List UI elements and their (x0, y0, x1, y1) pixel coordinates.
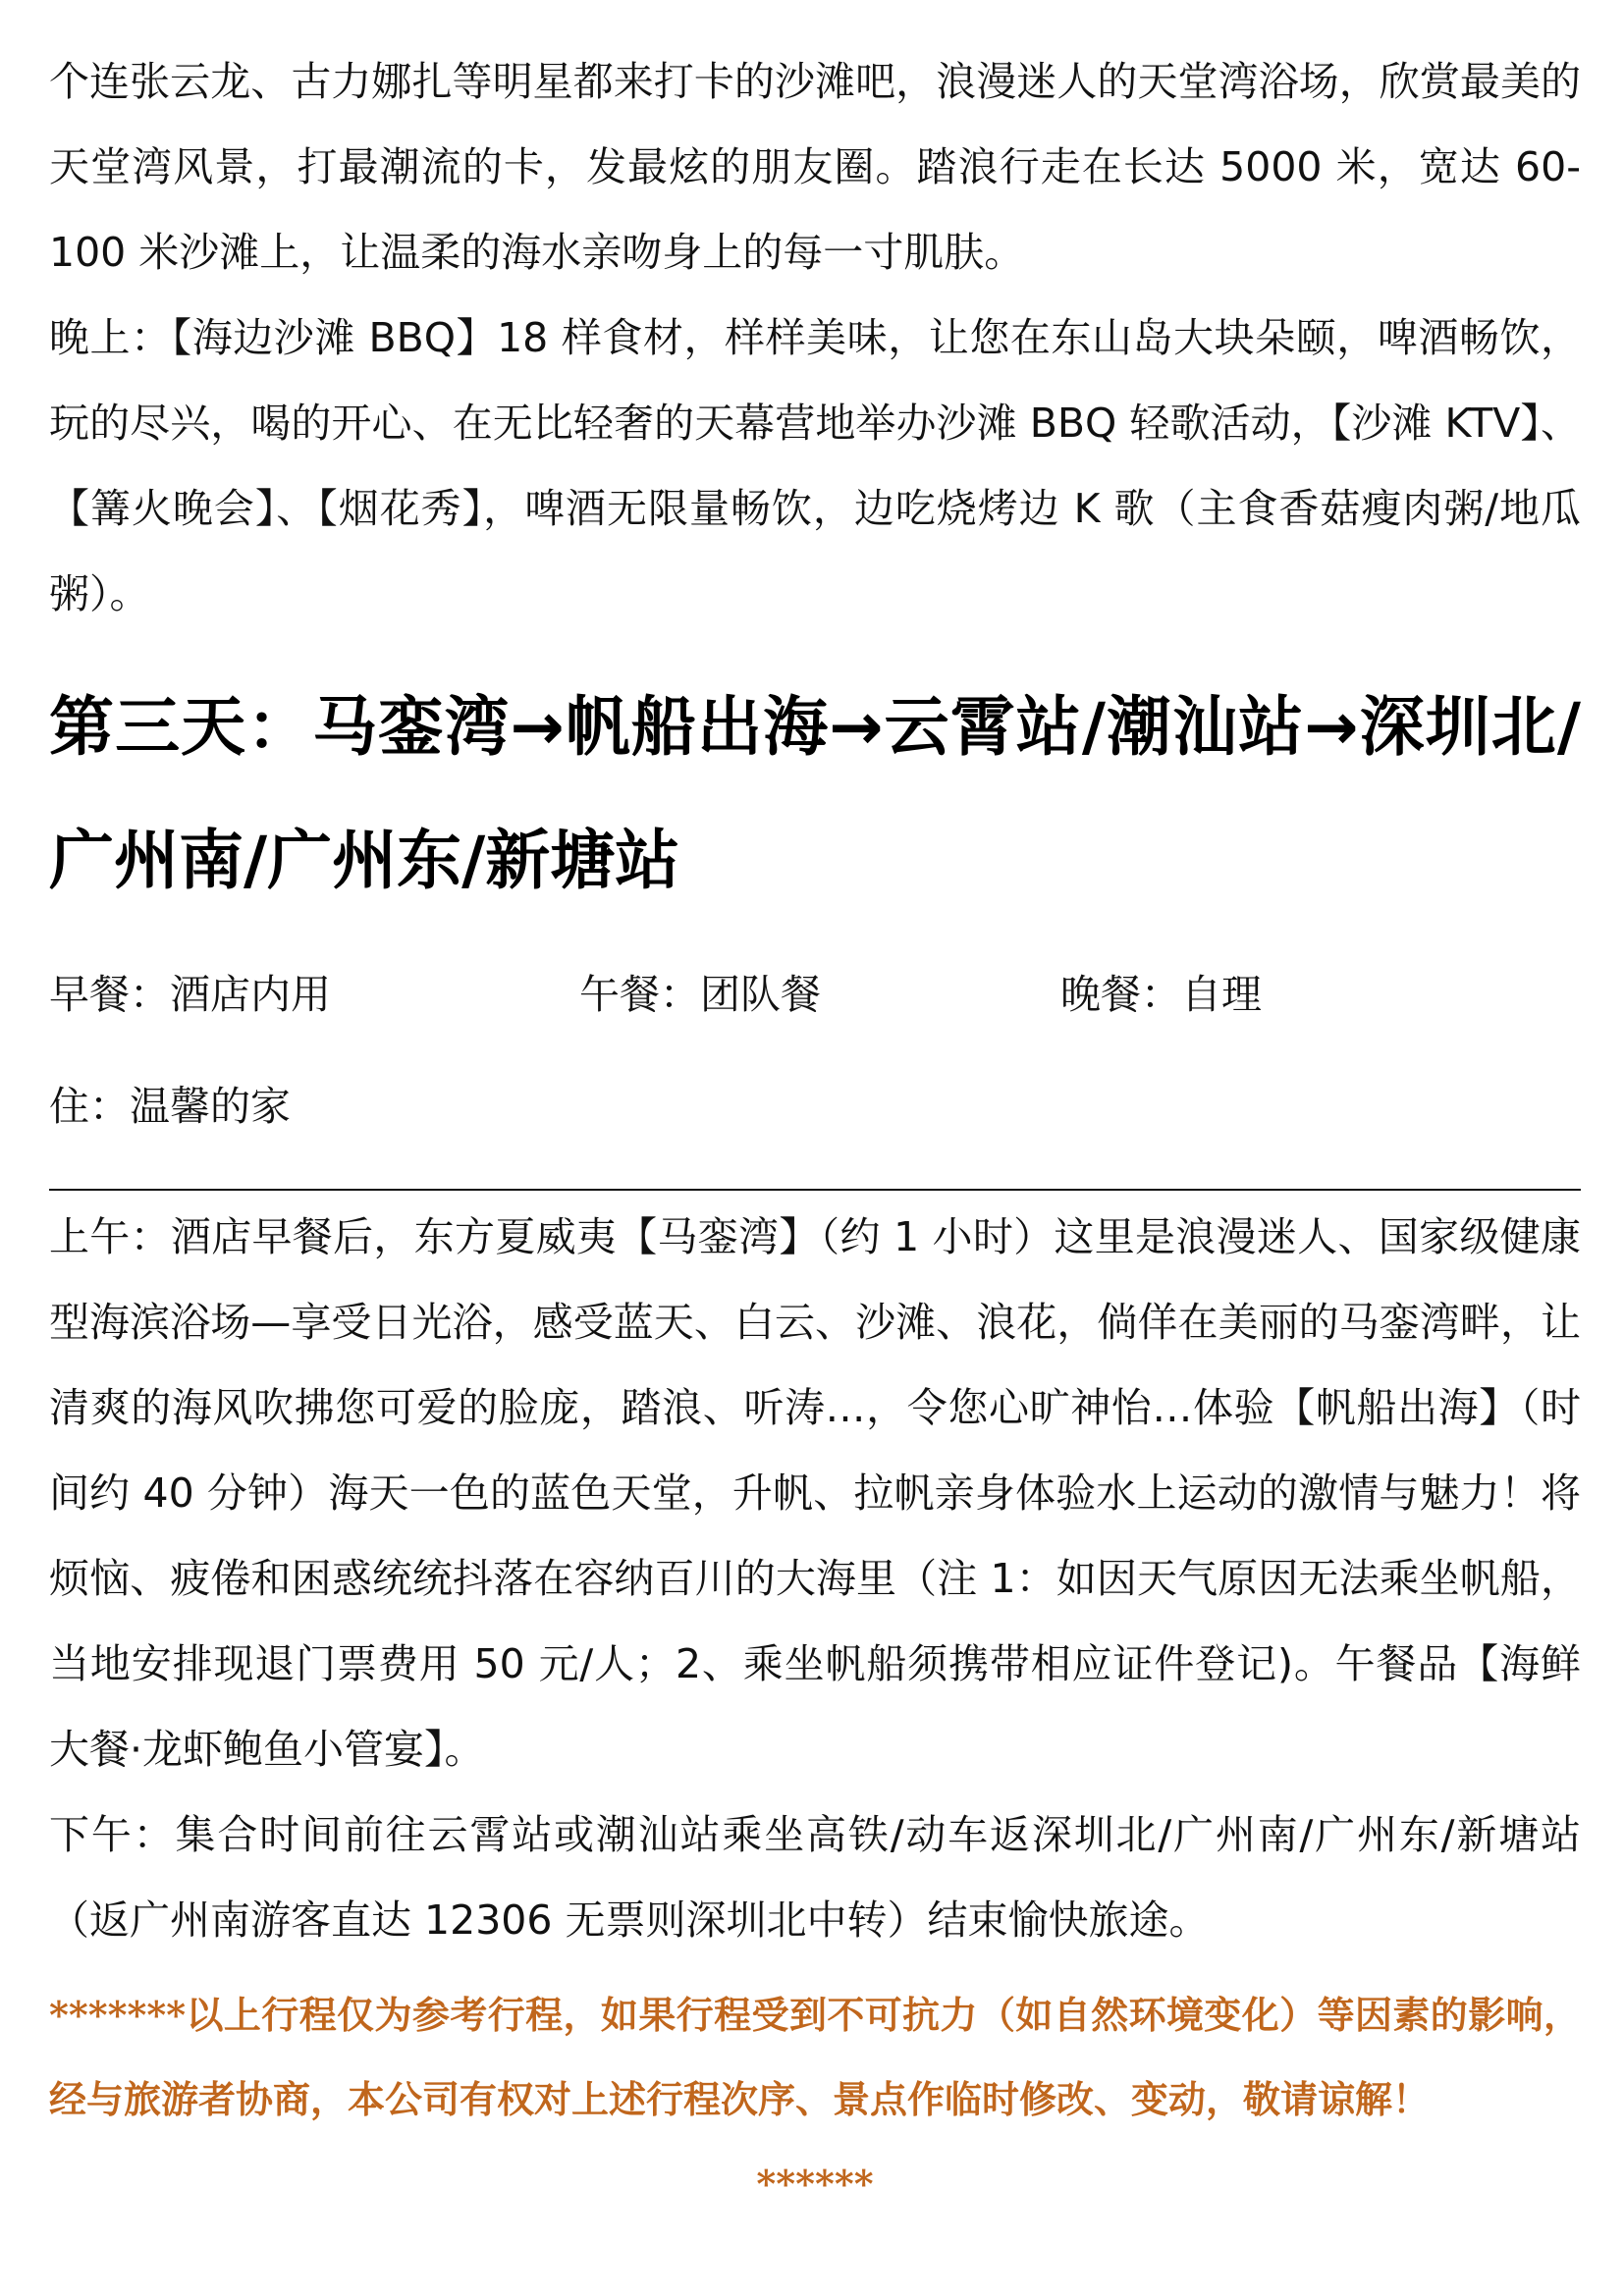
meals-row (49, 965, 1581, 1024)
intro-paragraph-evening: 晚上：【海边沙滩 BBQ】18 样食材，样样美味，让您在东山岛大块朵颐，啤酒畅饮，玩的尽兴，喝的开心、在无比轻奢的天幕营地举办沙滩 BBQ 轻歌活动，【沙滩 KTV】、【篝火晚会】、【烟花秀】，啤酒无限量畅饮，边吃烧烤边 K 歌（主食香菇瘦肉粥/地瓜粥）。 (49, 314, 1581, 617)
day3-title: 第三天：马銮湾→帆船出海→云霄站/潮汕站→深圳北/广州南/广州东/新塘站 (49, 689, 1581, 898)
document-page (49, 39, 1581, 2226)
day3-afternoon-paragraph: 下午：集合时间前往云霄站或潮汕站乘坐高铁/动车返深圳北/广州南/广州东/新塘站（返广州南游客直达 12306 无票则深圳北中转）结束愉快旅途。 (49, 1811, 1582, 1944)
itinerary-notice-end: ****** (756, 2162, 874, 2206)
meal-breakfast: 早餐：酒店内用 (49, 971, 331, 1018)
meal-lunch: 午餐：团队餐 (579, 971, 821, 1018)
section-divider (49, 1189, 1581, 1191)
meal-dinner: 晚餐：自理 (1060, 971, 1262, 1018)
intro-paragraph-beach: 个连张云龙、古力娜扎等明星都来打卡的沙滩吧，浪漫迷人的天堂湾浴场，欣赏最美的天堂湾风景，打最潮流的卡，发最炫的朋友圈。踏浪行走在长达 5000 米，宽达 60-100 米沙滩上，让温柔的海水亲吻身上的每一寸肌肤。 (49, 58, 1581, 276)
day3-morning-paragraph: 上午：酒店早餐后，东方夏威夷【马銮湾】（约 1 小时）这里是浪漫迷人、国家级健康型海滨浴场—享受日光浴，感受蓝天、白云、沙滩、浪花，倘佯在美丽的马銮湾畔，让清爽的海风吹拂您可爱的脸庞，踏浪、听涛…，令您心旷神怡…体验【帆船出海】（时间约 40 分钟）海天一色的蓝色天堂，升帆、拉帆亲身体验水上运动的激情与魅力！将烦恼、疲倦和困惑统统抖落在容纳百川的大海里（注 1：如因天气原因无法乘坐帆船，当地安排现退门票费用 50 元/人；2、乘坐帆船须携带相应证件登记)。午餐品【海鲜大餐·龙虾鲍鱼小管宴】。 (49, 1213, 1581, 1773)
lodging-info: 住：温馨的家 (49, 1083, 291, 1130)
itinerary-notice: *******以上行程仅为参考行程，如果行程受到不可抗力（如自然环境变化）等因素的影响，经与旅游者协商，本公司有权对上述行程次序、景点作临时修改、变动，敬请谅解！ (49, 1993, 1581, 2121)
